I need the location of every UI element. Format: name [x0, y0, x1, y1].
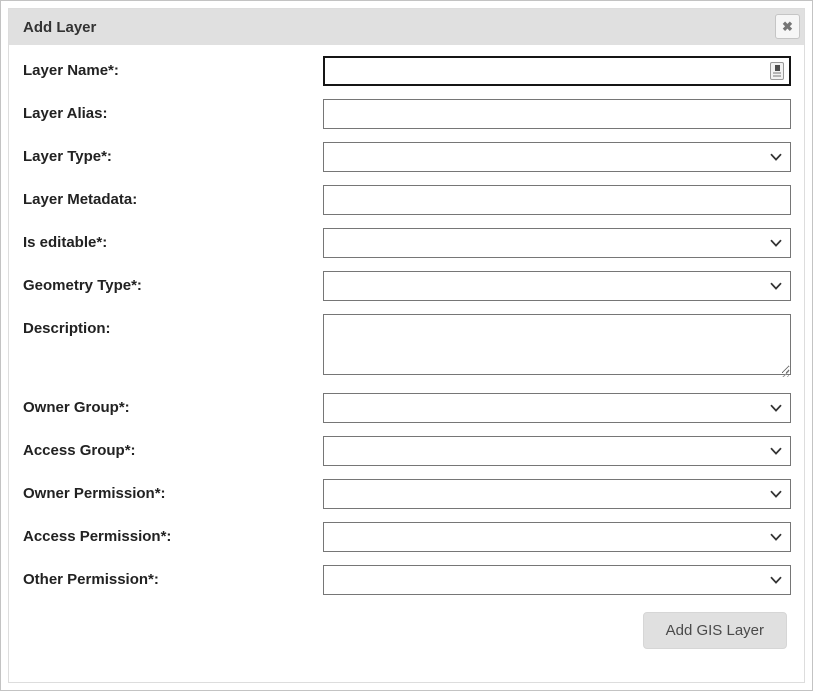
description-textarea[interactable] — [323, 314, 791, 375]
other-permission-label: Other Permission*: — [23, 571, 159, 588]
owner-group-select[interactable] — [323, 393, 791, 423]
field-control — [323, 142, 791, 172]
dialog-titlebar — [9, 9, 804, 45]
field-control — [323, 271, 791, 301]
layer-name-input[interactable] — [323, 56, 791, 86]
access-group-select[interactable] — [323, 436, 791, 466]
form-row-access-group — [23, 436, 791, 466]
autofill-icon — [770, 62, 784, 80]
is-editable-select[interactable] — [323, 228, 791, 258]
add-layer-form — [23, 56, 791, 595]
layer-type-label: Layer Type*: — [23, 148, 112, 165]
is-editable-label: Is editable*: — [23, 234, 108, 251]
form-row-other-permission — [23, 565, 791, 595]
layer-alias-label: Layer Alias: — [23, 105, 108, 122]
close-icon: ✖ — [782, 19, 793, 34]
owner-permission-label: Owner Permission*: — [23, 485, 166, 502]
form-row-is-editable — [23, 228, 791, 258]
geometry-type-select[interactable] — [323, 271, 791, 301]
dialog-panel — [8, 8, 805, 683]
layer-metadata-input-wrap — [323, 185, 791, 215]
field-control — [323, 522, 791, 552]
field-control — [323, 56, 791, 86]
dialog-title: Add Layer — [23, 18, 97, 36]
access-permission-select[interactable] — [323, 522, 791, 552]
button-row — [23, 612, 791, 649]
access-group-label: Access Group*: — [23, 442, 136, 459]
layer-name-label: Layer Name*: — [23, 62, 119, 79]
form-row-layer-name — [23, 56, 791, 86]
geometry-type-label: Geometry Type*: — [23, 277, 142, 294]
field-control — [323, 436, 791, 466]
layer-name-input-wrap — [323, 56, 791, 86]
form-row-owner-permission — [23, 479, 791, 509]
field-control — [323, 314, 791, 380]
layer-alias-input-wrap — [323, 99, 791, 129]
form-row-access-permission — [23, 522, 791, 552]
owner-permission-select[interactable] — [323, 479, 791, 509]
field-control — [323, 565, 791, 595]
field-control — [323, 228, 791, 258]
layer-type-select[interactable] — [323, 142, 791, 172]
form-row-owner-group — [23, 393, 791, 423]
layer-metadata-input[interactable] — [323, 185, 791, 215]
layer-alias-input[interactable] — [323, 99, 791, 129]
field-control — [323, 99, 791, 129]
close-button[interactable] — [775, 14, 800, 39]
add-gis-layer-button[interactable]: Add GIS Layer — [643, 612, 787, 649]
access-permission-label: Access Permission*: — [23, 528, 172, 545]
form-row-layer-metadata — [23, 185, 791, 215]
form-row-geometry-type — [23, 271, 791, 301]
field-control — [323, 479, 791, 509]
field-control — [323, 185, 791, 215]
owner-group-label: Owner Group*: — [23, 399, 130, 416]
other-permission-select[interactable] — [323, 565, 791, 595]
description-label: Description: — [23, 320, 111, 337]
dialog-content — [9, 45, 804, 649]
field-control — [323, 393, 791, 423]
form-row-layer-type — [23, 142, 791, 172]
form-row-layer-alias — [23, 99, 791, 129]
layer-metadata-label: Layer Metadata: — [23, 191, 138, 208]
form-row-description — [23, 314, 791, 380]
